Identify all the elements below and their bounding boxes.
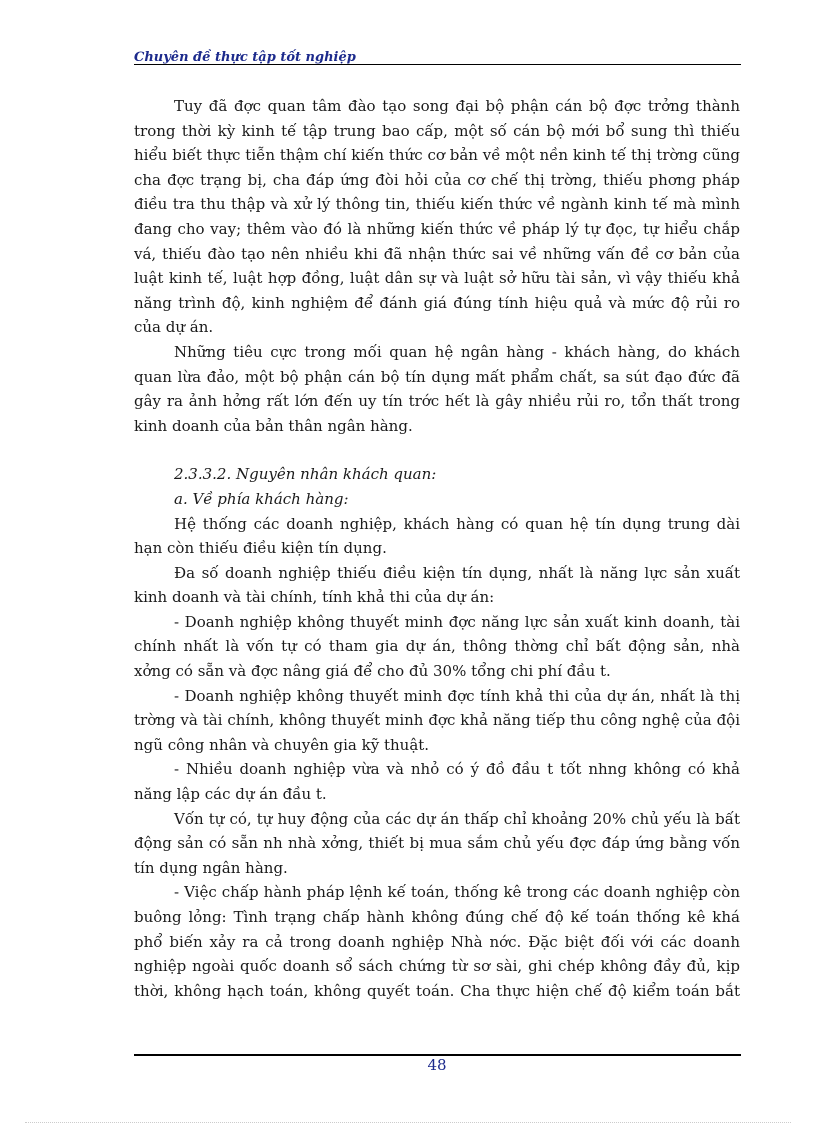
paragraph-majority: Đa số doanh nghiệp thiếu điều kiện tín dụng, nhất là năng lực sản xuất kinh doanh và tài chính, tính khả thi của dự án: bbox=[134, 563, 740, 607]
section-heading: 2.3.3.2. Nguyên nhân khách quan: bbox=[174, 465, 437, 484]
page-number: 48 bbox=[427, 1056, 447, 1074]
document-body bbox=[134, 94, 740, 1003]
section-spacer bbox=[134, 438, 740, 462]
bullet-capacity: - Doanh nghiệp không thuyết minh đợc năng lực sản xuất kinh doanh, tài chính nhất là vốn tự có tham gia dự án, thông thờng chỉ bất động sản, nhà xởng có sẵn và đợc nâng giá để cho đủ 30% tổng chi phí đầu t. bbox=[134, 612, 740, 681]
paragraph-training: Tuy đã đợc quan tâm đào tạo song đại bộ phận cán bộ đợc trởng thành trong thời kỳ kinh tế tập trung bao cấp, một số cán bộ mới bổ sung thì thiếu hiểu biết thực tiễn thậm chí kiến thức cơ bản về một nền kinh tế thị trờng cũng cha đợc trạng bị, cha đáp ứng đòi hỏi của cơ chế thị trờng, thiếu phơng pháp điều tra thu thập và xử lý thông tin, thiếu kiến thức về ngành kinh tế mà mình đang cho vay; thêm vào đó là những kiến thức về pháp lý tự đọc, tự hiểu chắp vá, thiếu đào tạo nên nhiều khi đã nhận thức sai về những vấn đề cơ bản của luật kinh tế, luật hợp đồng, luật dân sự và luật sở hữu tài sản, vì vậy thiếu khả năng trình độ, kinh nghiệm để đánh giá đúng tính hiệu quả và mức độ rủi ro của dự án. bbox=[134, 97, 740, 337]
bullet-feasibility: - Doanh nghiệp không thuyết minh đợc tính khả thi của dự án, nhất là thị trờng và tài chính, không thuyết minh đợc khả năng tiếp thu công nghệ của đội ngũ công nhân và chuyên gia kỹ thuật. bbox=[134, 686, 740, 754]
subsection-heading: a. Về phía khách hàng: bbox=[174, 489, 349, 508]
paragraph-own-capital: Vốn tự có, tự huy động của các dự án thấp chỉ khoảng 20% chủ yếu là bất động sản có sẵn nh nhà xởng, thiết bị mua sắm chủ yếu đợc đáp ứng bằng vốn tín dụng ngân hàng. bbox=[134, 809, 740, 877]
header-divider bbox=[134, 64, 741, 65]
bullet-small-enterprises: - Nhiều doanh nghiệp vừa và nhỏ có ý đồ đầu t tốt nhng không có khả năng lập các dự án đầu t. bbox=[134, 760, 740, 804]
paragraph-enterprise-system: Hệ thống các doanh nghiệp, khách hàng có quan hệ tín dụng trung dài hạn còn thiếu điều kiện tín dụng. bbox=[134, 514, 740, 558]
paragraph-negatives: Những tiêu cực trong mối quan hệ ngân hàng - khách hàng, do khách quan lừa đảo, một bộ phận cán bộ tín dụng mất phẩm chất, sa sút đạo đức đã gây ra ảnh hởng rất lớn đến uy tín trớc hết là gây nhiều rủi ro, tổn thất trong kinh doanh của bản thân ngân hàng. bbox=[134, 342, 740, 435]
header-title: Chuyên đề thực tập tốt nghiệp bbox=[134, 50, 356, 65]
bullet-accounting: - Việc chấp hành pháp lệnh kế toán, thống kê trong các doanh nghiệp còn buông lỏng: Tình trạng chấp hành không đúng chế độ kế toán thống kê khá phổ biến xảy ra cả trong doanh nghiệp Nhà nớc. Đặc biệt đối với các doanh nghiệp ngoài quốc doanh sổ sách chứng từ sơ sài, ghi chép không đầy đủ, kịp thời, không hạch toán, không quyết toán. Cha thực hiện chế độ kiểm toán bắt bbox=[134, 883, 740, 1000]
